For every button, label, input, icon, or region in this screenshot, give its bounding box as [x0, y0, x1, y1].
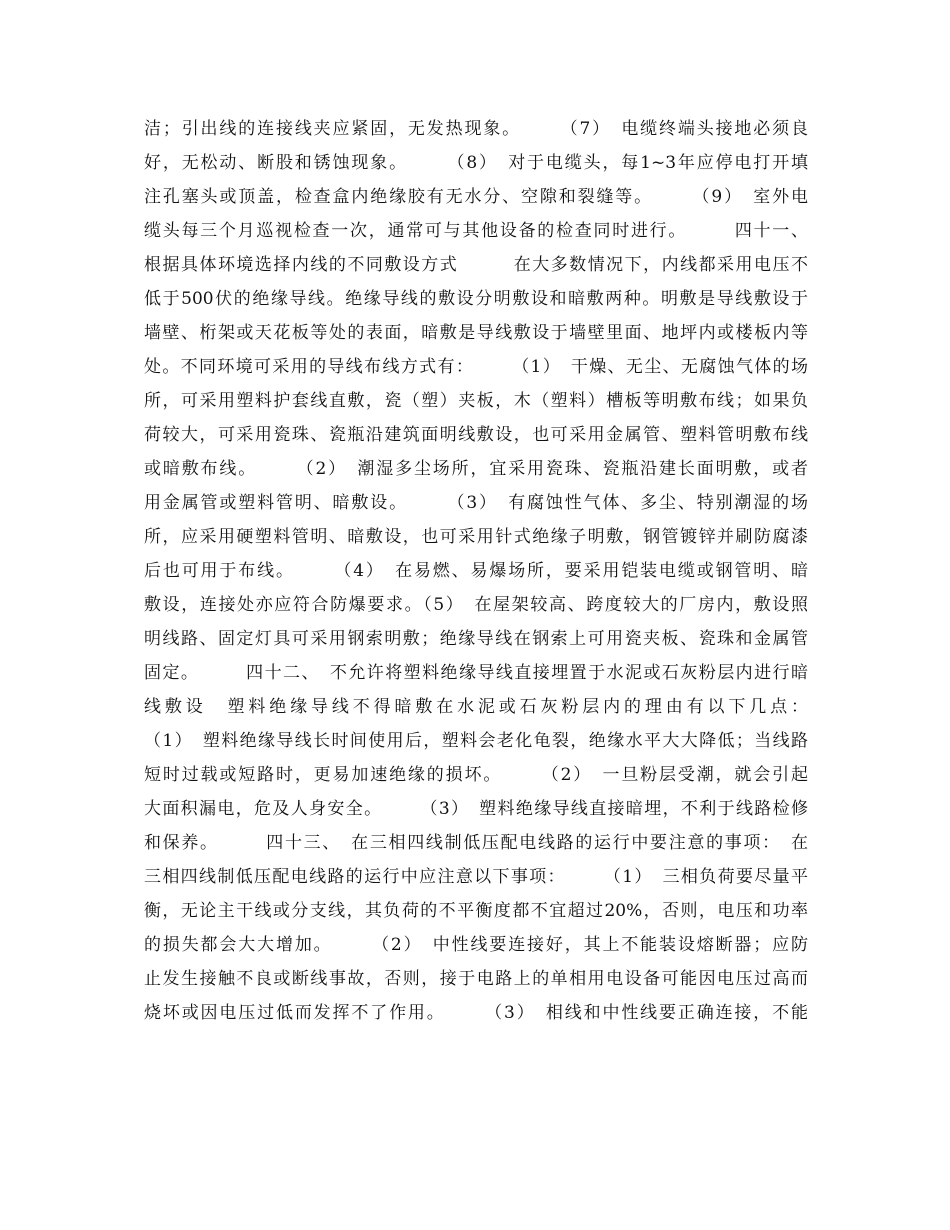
text-line: 所，可采用塑料护套线直敷，瓷（塑）夹板，木（塑料）槽板等明敷布线；如果负 [144, 391, 808, 411]
text-line: 三相四线制低压配电线路的运行中应注意以下事项： （1） 三相负荷要尽量平 [144, 867, 808, 887]
text-line: 明线路、固定灯具可采用钢索明敷；绝缘导线在钢索上可用瓷夹板、瓷珠和金属管 [144, 629, 808, 649]
text-line: 止发生接触不良或断线事故，否则，接于电路上的单相用电设备可能因电压过高而 [144, 969, 808, 989]
text-line: 烧坏或因电压过低而发挥不了作用。 （3） 相线和中性线要正确连接，不能 [144, 1003, 808, 1023]
text-line: 的损失都会大大增加。 （2） 中性线要连接好，其上不能装设熔断器；应防 [144, 935, 808, 955]
text-line: 固定。 四十二、 不允许将塑料绝缘导线直接埋置于水泥或石灰粉层内进行暗 [144, 663, 808, 683]
text-line: 好，无松动、断股和锈蚀现象。 （8） 对于电缆头，每1~3年应停电打开填 [144, 153, 808, 173]
text-line: 所，应采用硬塑料管明、暗敷设，也可采用针式绝缘子明敷，钢管镀锌并刷防腐漆 [144, 527, 808, 547]
text-line: 根据具体环境选择内线的不同敷设方式 在大多数情况下，内线都采用电压不 [144, 255, 808, 275]
text-line: 缆头每三个月巡视检查一次，通常可与其他设备的检查同时进行。 四十一、 [144, 221, 808, 241]
text-line: 线敷设 塑料绝缘导线不得暗敷在水泥或石灰粉层内的理由有以下几点： [144, 697, 808, 717]
text-line: （1） 塑料绝缘导线长时间使用后，塑料会老化龟裂，绝缘水平大大降低；当线路 [144, 731, 808, 751]
text-line: 衡，无论主干线或分支线，其负荷的不平衡度都不宜超过20%，否则，电压和功率 [144, 901, 808, 921]
text-line: 荷较大，可采用瓷珠、瓷瓶沿建筑面明线敷设，也可采用金属管、塑料管明敷布线 [144, 425, 808, 445]
text-line: 注孔塞头或顶盖，检查盒内绝缘胶有无水分、空隙和裂缝等。 （9） 室外电 [144, 187, 808, 207]
text-line: 和保养。 四十三、 在三相四线制低压配电线路的运行中要注意的事项： 在 [144, 833, 808, 853]
text-line: 洁；引出线的连接线夹应紧固，无发热现象。 （7） 电缆终端头接地必须良 [144, 119, 808, 139]
text-line: 处。不同环境可采用的导线布线方式有： （1） 干燥、无尘、无腐蚀气体的场 [144, 357, 808, 377]
text-line: 后也可用于布线。 （4） 在易燃、易爆场所，要采用铠装电缆或钢管明、暗 [144, 561, 808, 581]
text-line: 大面积漏电，危及人身安全。 （3） 塑料绝缘导线直接暗埋，不利于线路检修 [144, 799, 808, 819]
text-line: 低于500伏的绝缘导线。绝缘导线的敷设分明敷设和暗敷两种。明敷是导线敷设于 [144, 289, 808, 309]
text-line: 墙壁、桁架或天花板等处的表面，暗敷是导线敷设于墙壁里面、地坪内或楼板内等 [144, 323, 808, 343]
text-line: 用金属管或塑料管明、暗敷设。 （3） 有腐蚀性气体、多尘、特别潮湿的场 [144, 493, 808, 513]
text-line: 短时过载或短路时，更易加速绝缘的损坏。 （2） 一旦粉层受潮，就会引起 [144, 765, 808, 785]
text-line: 或暗敷布线。 （2） 潮湿多尘场所，宜采用瓷珠、瓷瓶沿建长面明敷，或者 [144, 459, 808, 479]
text-line: 敷设，连接处亦应符合防爆要求。（5） 在屋架较高、跨度较大的厂房内，敷设照 [144, 595, 808, 615]
